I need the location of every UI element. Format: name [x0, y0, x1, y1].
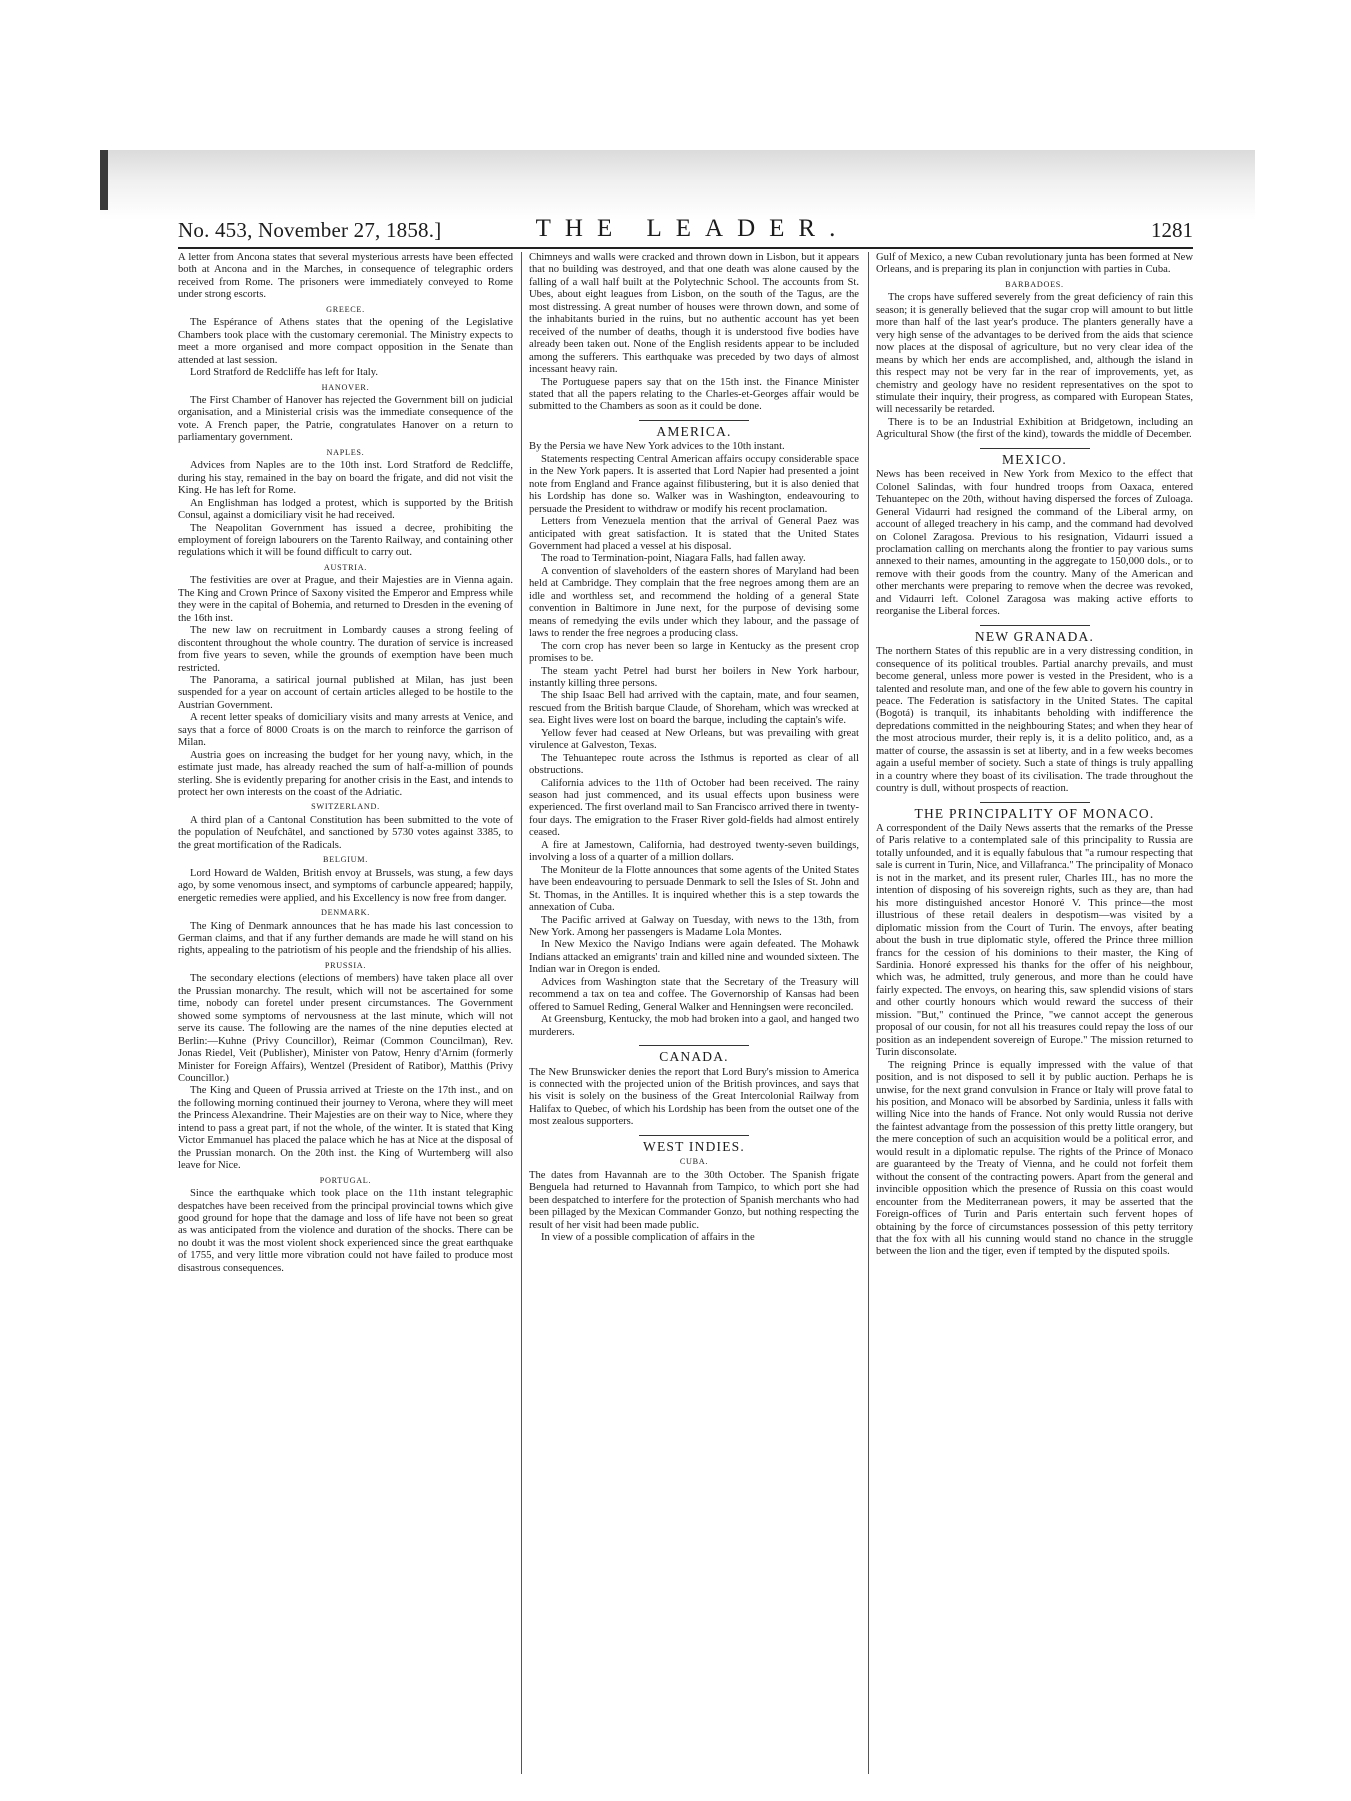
article-paragraph: The Espérance of Athens states that the opening of the Legislative Chambers took place with the customary ceremonial. The Ministry expects to meet a more organised and more compact opposition in the Senate than attended at last session. — [178, 317, 513, 366]
article-paragraph: Lord Howard de Walden, British envoy at Brussels, was stung, a few days ago, by some venomous insect, and symptoms of carbuncle appeared; happily, energetic remedies were applied, and his Excellency is now free from danger. — [178, 867, 513, 904]
article-paragraph: The road to Termination-point, Niagara Falls, had fallen away. — [541, 553, 806, 565]
country-subheading: AUSTRIA. — [323, 562, 368, 572]
article-paragraph: Since the earthquake which took place on the 11th instant telegraphic despatches have been received from the principal provincial towns which give good ground for hope that the damage and loss of life have not been so great as was anticipated from the violence and duration of the shocks. There can be no doubt it was the most violent shock experienced since the great earthquake of 1755, and very little more vibration could not have failed to produce most disastrous consequences. — [178, 1188, 513, 1274]
article-paragraph: The Moniteur de la Flotte announces that some agents of the United States have been endeavouring to persuade Denmark to sell the Isles of St. John and St. Thomas, in the Antilles. It is inquired whether this is a step towards the annexation of Cuba. — [529, 864, 859, 914]
article-paragraph: Advices from Washington state that the Secretary of the Treasury will recommend a tax on tea and coffee. The Governorship of Kansas had been offered to Samuel Reding, General Walker and Henningsen were reconciled. — [529, 976, 859, 1013]
article-paragraph: Advices from Naples are to the 10th inst. Lord Stratford de Redcliffe, during his stay, remained in the bay on board the frigate, and did not visit the King. He has left for Rome. — [178, 460, 513, 497]
article-paragraph: An Englishman has lodged a protest, which is supported by the British Consul, against a domiciliary visit he had received. — [178, 497, 513, 522]
article-paragraph: The secondary elections (elections of members) have taken place all over the Prussian monarchy. The result, which will not be ascertained for some time, nobody can foretel under present circumstances. The Government showed some symptoms of nervousness at the last minute, which will not serve its cause. The following are the names of the nine deputies elected at Berlin:—Kuhne (Privy Councillor), Reimar (Common Councilman), Rev. Jonas Riedel, Veit (Publisher), Minister von Patow, Henry d'Arnim (formerly Minister for Foreign Affairs), Wentzel (President of Ratibor), Matthis (Privy Councillor.) — [178, 973, 513, 1084]
masthead — [178, 213, 1193, 245]
article-paragraph: Letters from Venezuela mention that the arrival of General Paez was anticipated with great satisfaction. It is stated that the United States Government had placed a vessel at his disposal. — [529, 516, 859, 552]
country-subheading: PRUSSIA. — [324, 960, 367, 970]
article-paragraph: There is to be an Industrial Exhibition at Bridgetown, including an Agricultural Show (the first of the kind), towards the middle of December. — [876, 416, 1193, 441]
article-paragraph: The new law on recruitment in Lombardy causes a strong feeling of discontent throughout the whole country. The duration of service is increased from five years to seven, while the grounds of exemption have been much restricted. — [178, 625, 513, 674]
article-paragraph: California advices to the 11th of October had been received. The rainy season had just commenced, and its usual effects upon business were experienced. The first overland mail to San Francisco arrived there in twenty-four days. The emigration to the Fraser River gold-fields had almost entirely ceased. — [529, 777, 859, 839]
article-paragraph: Lord Stratford de Redcliffe has left for Italy. — [190, 367, 378, 379]
article-paragraph: A fire at Jamestown, California, had destroyed twenty-seven buildings, involving a loss of a quarter of a million dollars. — [529, 839, 859, 864]
article-paragraph: A third plan of a Cantonal Constitution has been submitted to the vote of the population of Neufchâtel, and sanctioned by 5730 votes against 3385, to the great mortification of the Radicals. — [178, 814, 513, 851]
article-paragraph: In New Mexico the Navigo Indians were again defeated. The Mohawk Indians attacked an emigrants' train and killed nine and wounded sixteen. The Indian war in Oregon is ended. — [529, 939, 859, 976]
article-paragraph: The corn crop has never been so large in Kentucky as the present crop promises to be. — [529, 640, 859, 665]
article-paragraph: News has been received in New York from Mexico to the effect that Colonel Salindas, with four hundred troops from Oaxaca, entered Tehuantepec on the 20th, without having dispersed the forces of Zuloaga. General Vidaurri had resigned the command of the Liberal army, on account of alleged treachery in his camp, and the command had devolved on Colonel Zaragosa. Previous to his resignation, Vidaurri issued a proclamation calling on merchants along the frontier to pay various sums annexed to their names, amounting in the aggregate to 150,000 dols., or to remove with their goods from the country. Many of the American and other merchants were preparing to remove when the decree was revoked, and Vidaurri left. Colonel Zaragosa was making active efforts to reorganise the Liberal forces. — [876, 469, 1193, 618]
article-paragraph: By the Persia we have New York advices to the 10th instant. — [529, 441, 785, 453]
country-subheading: GREECE. — [326, 304, 365, 314]
article-paragraph: A correspondent of the Daily News asserts that the remarks of the Presse of Paris relative to a contemplated sale of this principality to Russia are totally unfounded, and it is equally fabulous that "a rumour respecting that sale is current in Turin, Nice, and Villafranca." The principality of Monaco is not in the market, and its present ruler, Charles III., has no more the intention of disposing of his sovereign rights, such as they are, than had his more distinguished ancestor Honoré V. This prince—the most illustrious of these retail dealers in despotism—was visited by a diplomatic mission from the Court of Turin. The envoys, after beating about the bush in true diplomatic style, offered the Prince three million francs for the cession of his dominions to their master, the King of Sardinia. Honoré expressed his thanks for the offer of his neighbour, which was, he admitted, truly generous, and more than he could have fairly expected. The envoys, on hearing this, saw splendid visions of stars and other courtly honours which would reward the success of their mission. "But," continued the Prince, "we cannot accept the generous proposal of our cousin, for not all his treasures could repay the loss of our position as an independent sovereign of Europe." The mission returned to Turin disconsolate. — [876, 823, 1193, 1059]
section-rule — [639, 1135, 749, 1136]
country-subheading: BARBADOES. — [1005, 279, 1064, 289]
column-1 — [178, 252, 513, 1774]
section-heading: CANADA. — [659, 1049, 729, 1065]
article-paragraph: The New Brunswicker denies the report that Lord Bury's mission to America is connected with the projected union of the British provinces, and says that his visit is solely on the business of the Great Intercolonial Railway from Halifax to Quebec, of which his Lordship has been from the outset one of the most zealous supporters. — [529, 1066, 859, 1128]
article-paragraph: The steam yacht Petrel had burst her boilers in New York harbour, instantly killing three persons. — [529, 665, 859, 689]
country-subheading: NAPLES. — [326, 447, 365, 457]
article-paragraph: A recent letter speaks of domiciliary visits and many arrests at Venice, and says that a force of 8000 Croats is on the march to reinforce the garrison of Milan. — [178, 712, 513, 749]
article-paragraph: The northern States of this republic are in a very distressing condition, in consequence of its political troubles. Partial anarchy prevails, and must become general, unless more power is vested in the President, who is a talented and resolute man, and one of the few able to govern his country in peace. The Federation is satisfactory in the United States. The capital (Bogotá) is tranquil, its inhabitants beholding with indifference the depredations committed in the neighbouring States; and when they hear of the most atrocious murder, their reply is, it is a delito politico, and, as a matter of course, the assassin is set at liberty, and in a few weeks becomes again a useful member of society. Such a state of things is truly appalling in a country where they boast of its civilisation. The trade throughout the country is dull, without prospects of reaction. — [876, 646, 1193, 795]
section-heading: WEST INDIES. — [643, 1138, 745, 1154]
article-paragraph: The reigning Prince is equally impressed with the value of that position, and is not disposed to sell it by public auction. Perhaps he is unwise, for the next grand convulsion in France or Italy will prove fatal to his position, and Monaco will be absorbed by Sardinia, unless it falls with willing Nice into the hands of France. Not only would Russia not derive the faintest advantage from the possession of this pretty little orangery, but the mere conception of such an acquisition would be a political error, and would result in a diplomatic repulse. The rights of the Prince of Monaco are guaranteed by the Treaty of Vienna, and he could not forfeit them without the consent of the contracting powers. Apart from the general and invincible opposition which the presence of Russia on this coast would encounter from the Mediterranean powers, it may be asserted that the Foreign-offices of Turin and Paris entertain such fervent hopes of obtaining by the force of circumstances possession of this petty territory that the fox with all his cunning would stand no chance in the struggle between the lion and the tiger, even if tempted by the disputed spoils. — [876, 1059, 1193, 1258]
column-2 — [529, 252, 859, 1774]
article-paragraph: The Portuguese papers say that on the 15th inst. the Finance Minister stated that all the papers relating to the Charles-et-Georges affair would be submitted to the Chambers as soon as it could be done. — [529, 376, 859, 413]
article-paragraph: Statements respecting Central American affairs occupy considerable space in the New York papers. It is asserted that Lord Napier had presented a joint note from England and France against filibustering, but it is also denied that his Lordship has done so. Walker was in Washington, endeavouring to persuade the President to withdraw or modify his recent proclamation. — [529, 453, 859, 515]
page-number: 1281 — [1151, 218, 1193, 242]
article-paragraph: The Neapolitan Government has issued a decree, prohibiting the employment of foreign labourers on the Tarento Railway, and containing other regulations which it will be found difficult to carry out. — [178, 522, 513, 559]
article-paragraph: The crops have suffered severely from the great deficiency of rain this season; it is generally believed that the sugar crop will amount to but little more than half of the last year's produce. The planters generally have a very high sense of the advantages to be derived from the aids that science now places at the disposal of agriculture, but no very clear idea of the means by which her ends are accomplished, and, although the island in this respect may not be very far in the rear of improvements, yet, as chemistry and geology have no resident representatives on the spot to stimulate their inquiry, their progress, as compared with European States, will necessarily be retarded. — [876, 292, 1193, 416]
article-paragraph: The Pacific arrived at Galway on Tuesday, with news to the 13th, from New York. Among her passengers is Madame Lola Montes. — [529, 914, 859, 939]
issue-date: No. 453, November 27, 1858.] — [178, 218, 442, 242]
country-subheading: BELGIUM. — [323, 855, 368, 865]
article-paragraph: Gulf of Mexico, a new Cuban revolutionary junta has been formed at New Orleans, and is preparing its plan in conjunction with parties in Cuba. — [876, 252, 1193, 276]
section-rule — [980, 625, 1090, 626]
country-subheading: CUBA. — [679, 1157, 709, 1167]
section-heading: THE PRINCIPALITY OF MONACO. — [914, 805, 1155, 821]
article-paragraph: Yellow fever had ceased at New Orleans, but was prevailing with great virulence at Galveston, Texas. — [529, 727, 859, 752]
section-rule — [639, 420, 749, 421]
article-paragraph: The festivities are over at Prague, and their Majesties are in Vienna again. The King and Crown Prince of Saxony visited the Emperor and Empress while they were in the capital of Bohemia, and returned to Dresden in the evening of the 16th inst. — [178, 575, 513, 624]
scan-shading — [100, 150, 1255, 220]
section-rule — [980, 448, 1090, 449]
column-divider — [868, 252, 869, 1774]
article-paragraph: The ship Isaac Bell had arrived with the captain, mate, and four seamen, rescued from the British barque Claude, of Shoreham, which was wrecked at sea. Eight lives were lost on board the barque, including the captain's wife. — [529, 690, 859, 727]
article-paragraph: Austria goes on increasing the budget for her young navy, which, in the estimate just made, has already reached the sum of half-a-million of pounds sterling. She is evidently preparing for another crisis in the East, and intends to protect her own interests on the coast of the Adriatic. — [178, 749, 513, 799]
column-divider — [521, 252, 522, 1774]
country-subheading: SWITZERLAND. — [311, 802, 380, 812]
article-paragraph: In view of a possible complication of affairs in the — [541, 1231, 755, 1243]
article-paragraph: The King of Denmark announces that he has made his last concession to German claims, and that if any further demands are made he will stand on his rights, appealing to the patriotism of his people and the friendship of his allies. — [178, 920, 513, 957]
section-heading: NEW GRANADA. — [974, 628, 1095, 644]
section-rule — [639, 1045, 749, 1046]
article-paragraph: A letter from Ancona states that several mysterious arrests have been effected both at Ancona and in the Marches, in consequence of telegraphic orders received from Rome. The prisoners were immediately conveyed to Rome under strong escorts. — [178, 252, 513, 301]
article-paragraph: The Tehuantepec route across the Isthmus is reported as clear of all obstructions. — [529, 752, 859, 777]
section-heading: MEXICO. — [1001, 451, 1068, 467]
article-paragraph: The Panorama, a satirical journal published at Milan, has just been suspended for a year on account of certain articles alleged to be hostile to the Austrian Government. — [178, 674, 513, 711]
article-paragraph: The dates from Havannah are to the 30th October. The Spanish frigate Benguela had returned to Havannah from Tampico, to which port she had been despatched to interfere for the protection of Spanish merchants who had been pillaged by the Mexican Commander Gonzo, but nothing respecting the result of her visit had been made public. — [529, 1169, 859, 1231]
country-subheading: DENMARK. — [320, 908, 371, 918]
article-paragraph: At Greensburg, Kentucky, the mob had broken into a gaol, and hanged two murderers. — [529, 1014, 859, 1038]
article-paragraph: Chimneys and walls were cracked and thrown down in Lisbon, but it appears that no building was destroyed, and that one death was alone caused by the falling of a wall half built at the Polytechnic School. The accounts from St. Ubes, about eight leagues from Lisbon, on the south of the Tagus, are the most distressing. A great number of houses were thrown down, and some of the inhabitants buried in the ruins, but no authentic account has yet been received of the number of deaths, though it is understood five bodies have already been taken out. None of the English residents appear to be included among the sufferers. This earthquake was preceded by two days of almost incessant heavy rain. — [529, 252, 859, 376]
column-3 — [876, 252, 1193, 1774]
country-subheading: HANOVER. — [321, 382, 370, 392]
article-paragraph: The King and Queen of Prussia arrived at Trieste on the 17th inst., and on the following morning continued their journey to Verona, where they will meet the Princess Alexandrine. Their Majesties are on their way to Nice, where they intend to pass a great part, if not the whole, of the winter. It is stated that King Victor Emmanuel has placed the palace which he has at Nice at the disposal of the Prussian monarch. On the 20th inst. the King of Wurtemberg will also leave for Nice. — [178, 1085, 513, 1172]
article-paragraph: A convention of slaveholders of the eastern shores of Maryland had been held at Cambridge. They complain that the free negroes among them are an idle and worthless set, and recommend the holding of a general State convention in Baltimore in June next, for the purpose of devising some means of remedying the evils under which they labour, and the passage of laws to render the free negroes a producing class. — [529, 565, 859, 640]
newspaper-title: THE LEADER. — [535, 215, 850, 242]
masthead-rule — [178, 247, 1193, 249]
section-heading: AMERICA. — [656, 423, 732, 439]
country-subheading: PORTUGAL. — [319, 1175, 372, 1185]
section-rule — [980, 802, 1090, 803]
scan-binding-edge — [100, 150, 108, 210]
article-paragraph: The First Chamber of Hanover has rejected the Government bill on judicial organisation, and a Ministerial crisis was the immediate consequence of the vote. A French paper, the Patrie, congratulates Hanover on a return to parliamentary government. — [178, 394, 513, 444]
